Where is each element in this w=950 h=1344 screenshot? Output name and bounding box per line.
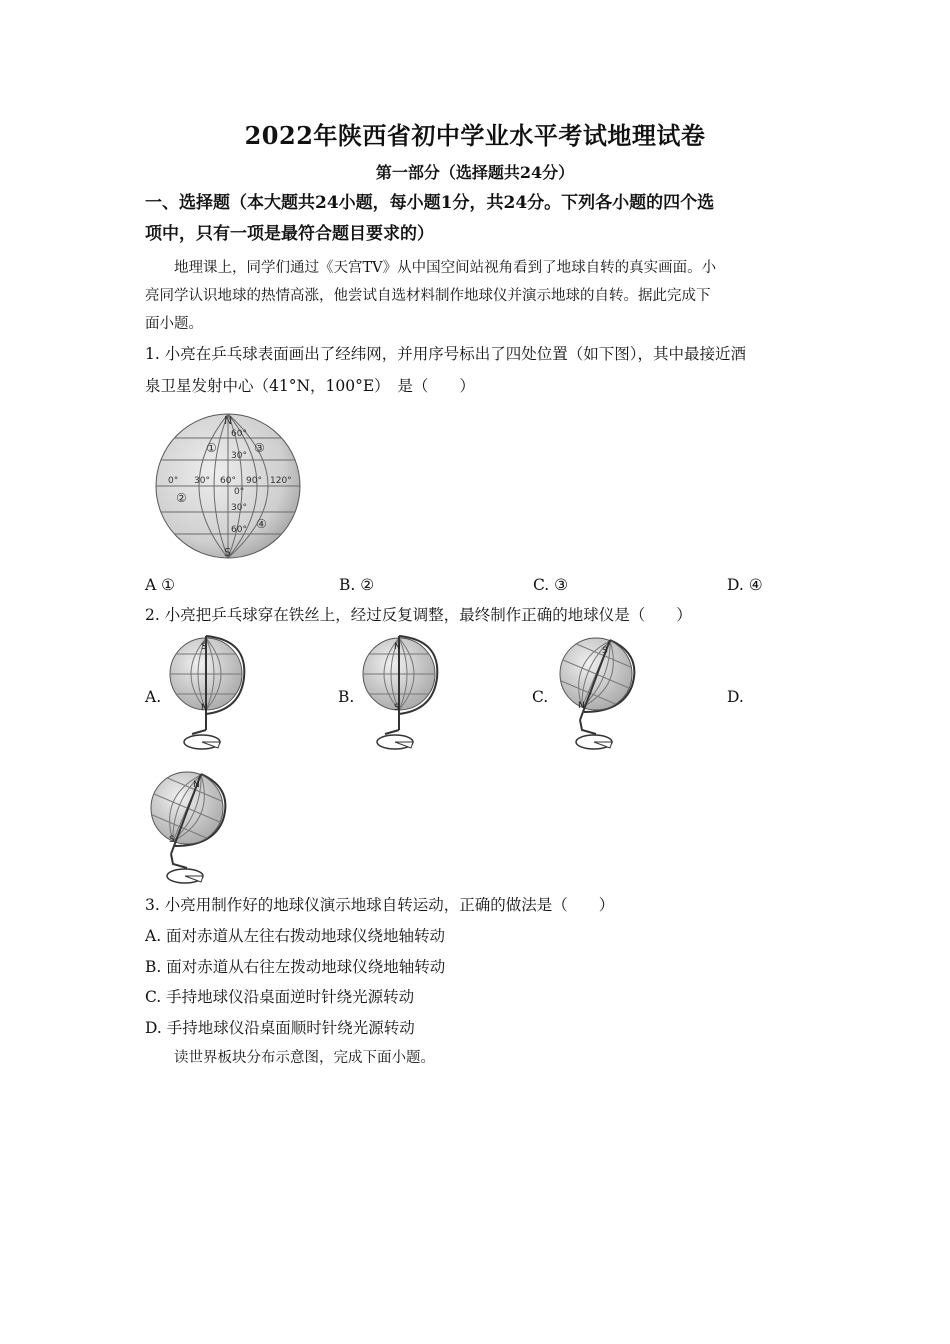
- q1-option-b: B. ②: [339, 576, 375, 594]
- page-title: 2022年陕西省初中学业水平考试地理试卷: [244, 121, 706, 150]
- q1-option-d: D. ④: [727, 576, 763, 594]
- q1-option-a: A ①: [145, 576, 176, 594]
- lat-0-label: 0°: [234, 487, 245, 497]
- globe-d-top-label: N: [193, 780, 200, 790]
- q3-option-b: B. 面对赤道从右往左拨动地球仪绕地轴转动: [145, 958, 446, 976]
- q1-stem-line2: 泉卫星发射中心（41°N，100°E） 是（ ）: [145, 377, 475, 395]
- mark-3: ③: [254, 441, 265, 455]
- q3-option-c: C. 手持地球仪沿桌面逆时针绕光源转动: [145, 988, 415, 1006]
- globe-b-figure: [355, 634, 447, 754]
- globe-c-figure: [552, 634, 644, 754]
- globe-a-top-label: S: [201, 642, 207, 652]
- section-heading-line2: 项中，只有一项是最符合题目要求的）: [145, 224, 434, 244]
- lon-120-label: 120°: [270, 476, 292, 486]
- globe-d-bottom-label: S: [169, 835, 175, 845]
- lat-60s-label: 60°: [231, 525, 247, 535]
- north-label: N: [224, 414, 233, 427]
- q2-option-a-label: A.: [145, 688, 162, 706]
- lon-90-label: 90°: [246, 476, 262, 486]
- lat-60n-label: 60°: [231, 429, 247, 439]
- intro-line3: 面小题。: [145, 316, 203, 332]
- south-label: S: [224, 546, 231, 559]
- graticule-globe-figure: [150, 410, 310, 562]
- lon-30-label: 30°: [194, 476, 210, 486]
- intro-line2: 亮同学认识地球的热情高涨，他尝试自选材料制作地球仪并演示地球的自转。据此完成下: [145, 288, 711, 304]
- q1-stem-line1: 1. 小亮在乒乓球表面画出了经纬网，并用序号标出了四处位置（如下图），其中最接近酒: [145, 345, 746, 363]
- q2-option-d-label: D.: [727, 688, 744, 706]
- q2-stem: 2. 小亮把乒乓球穿在铁丝上，经过反复调整，最终制作正确的地球仪是（ ）: [145, 606, 692, 624]
- mark-2: ②: [176, 491, 187, 505]
- q2-option-c-label: C.: [532, 688, 549, 706]
- q1-option-c: C. ③: [533, 576, 569, 594]
- lat-30n-label: 30°: [231, 451, 247, 461]
- mark-4: ④: [256, 517, 267, 531]
- globe-b-bottom-label: S: [394, 703, 400, 713]
- q2-option-b-label: B.: [338, 688, 355, 706]
- lat-30s-label: 30°: [231, 503, 247, 513]
- globe-c-bottom-label: N: [578, 701, 585, 711]
- lon-60-label: 60°: [220, 476, 236, 486]
- intro-line1: 地理课上，同学们通过《天宫TV》从中国空间站视角看到了地球自转的真实画面。小: [174, 260, 717, 276]
- mark-1: ①: [206, 441, 217, 455]
- globe-b-top-label: N: [394, 642, 401, 652]
- globe-a-figure: [162, 634, 254, 754]
- section-heading-line1: 一、选择题（本大题共24小题，每小题1分，共24分。下列各小题的四个选: [145, 193, 715, 213]
- q3-option-a: A. 面对赤道从左往右拨动地球仪绕地轴转动: [145, 927, 446, 945]
- globe-c-top-label: S: [602, 646, 608, 656]
- globe-a-bottom-label: N: [201, 703, 208, 713]
- part-title: 第一部分（选择题共24分）: [375, 163, 575, 182]
- next-passage-intro: 读世界板块分布示意图，完成下面小题。: [174, 1050, 435, 1066]
- lon-0-label: 0°: [168, 476, 179, 486]
- globe-d-figure: [143, 768, 235, 888]
- q3-option-d: D. 手持地球仪沿桌面顺时针绕光源转动: [145, 1019, 415, 1037]
- q3-stem: 3. 小亮用制作好的地球仪演示地球自转运动，正确的做法是（ ）: [145, 896, 615, 914]
